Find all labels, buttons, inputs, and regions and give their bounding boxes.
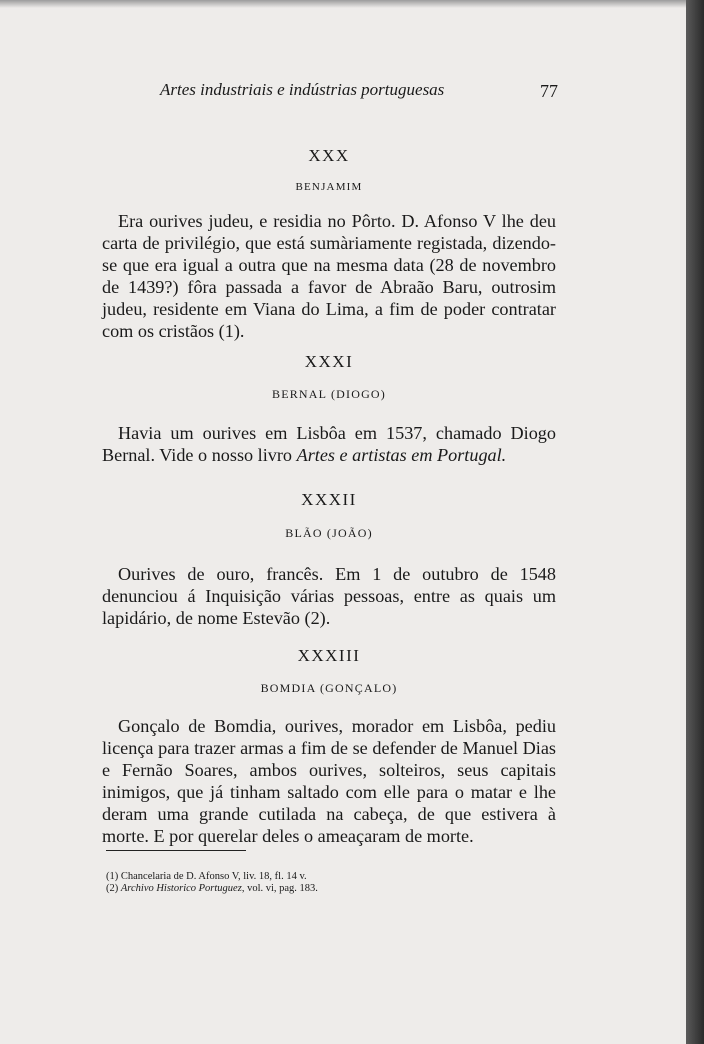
section-xxx-name-wrap <box>102 181 556 193</box>
section-xxxi-name-wrap <box>102 387 556 402</box>
section-name: BOMDIA (GONÇALO) <box>260 681 398 695</box>
section-xxxii <box>102 490 556 510</box>
section-name: BERNAL (DIOGO) <box>271 387 386 401</box>
section-paragraph: Era ourives judeu, e residia no Pôrto. D. Afonso V lhe deu carta de privilégio, que está sumàriamente registada, dizendo-se que era igual a outra que na mesma data (28 de novembro de 1439?) fôra passada a favor de Abraão Baru, outrosim judeu, residente em Viana do Lima, a fim de poder contratar com os cristãos (1). <box>102 211 556 341</box>
section-xxxii-body <box>102 563 556 629</box>
section-paragraph: Ourives de ouro, francês. Em 1 de outubro de 1548 denunciou á Inquisição várias pessoas, entre as quais um lapidário, de nome Estevão (2). <box>102 564 556 628</box>
footnote-citation: , vol. vi, pag. 183. <box>241 883 318 894</box>
footnote-text: (1) Chancelaria de D. Afonso V, liv. 18, fl. 14 v. <box>106 871 307 882</box>
section-numeral: XXX <box>308 146 350 165</box>
paragraph-text: Havia um ourives em Lisbôa em 1537, chamado Diogo Bernal. Vide o nosso livro <box>102 423 556 465</box>
section-name: BENJAMIM <box>295 181 363 193</box>
running-title: Artes industriais e indústrias portuguesas <box>160 80 445 99</box>
section-numeral: XXXIII <box>297 646 361 665</box>
section-paragraph <box>102 422 556 466</box>
section-paragraph: Gonçalo de Bomdia, ourives, morador em Lisbôa, pediu licença para trazer armas a fim de se defender de Manuel Dias e Fernão Soares, ambos ourives, solteiros, seus capitais inimigos, que já tinham saltado com elle para o matar e lhe deram uma grande cutilada na cabeça, de que estivera à morte. E por querelar deles o ameaçaram de morte. <box>102 716 556 846</box>
section-xxxii-name-wrap <box>102 526 556 541</box>
section-numeral: XXXII <box>301 490 357 509</box>
section-xxxiii-name-wrap <box>102 681 556 696</box>
page-top-shadow <box>0 0 704 8</box>
section-xxx <box>102 146 556 166</box>
section-xxxi <box>102 352 556 372</box>
section-xxx-body <box>102 210 556 342</box>
footnote-marker: (2) <box>106 883 121 894</box>
book-title: Artes e artistas em Portugal. <box>296 445 507 465</box>
section-xxxiii-body <box>102 715 556 847</box>
page-number: 77 <box>540 81 558 101</box>
footnote <box>106 883 526 895</box>
section-name: BLÃO (JOÃO) <box>285 526 373 540</box>
book-spine-edge <box>686 0 704 1044</box>
footnote-rule <box>106 850 246 851</box>
section-xxxiii <box>102 646 556 666</box>
section-xxxi-body <box>102 422 556 466</box>
footnotes <box>106 871 526 895</box>
footnote <box>106 871 526 883</box>
footnote-source-title: Archivo Historico Portuguez <box>120 883 242 894</box>
section-numeral: XXXI <box>304 352 354 371</box>
